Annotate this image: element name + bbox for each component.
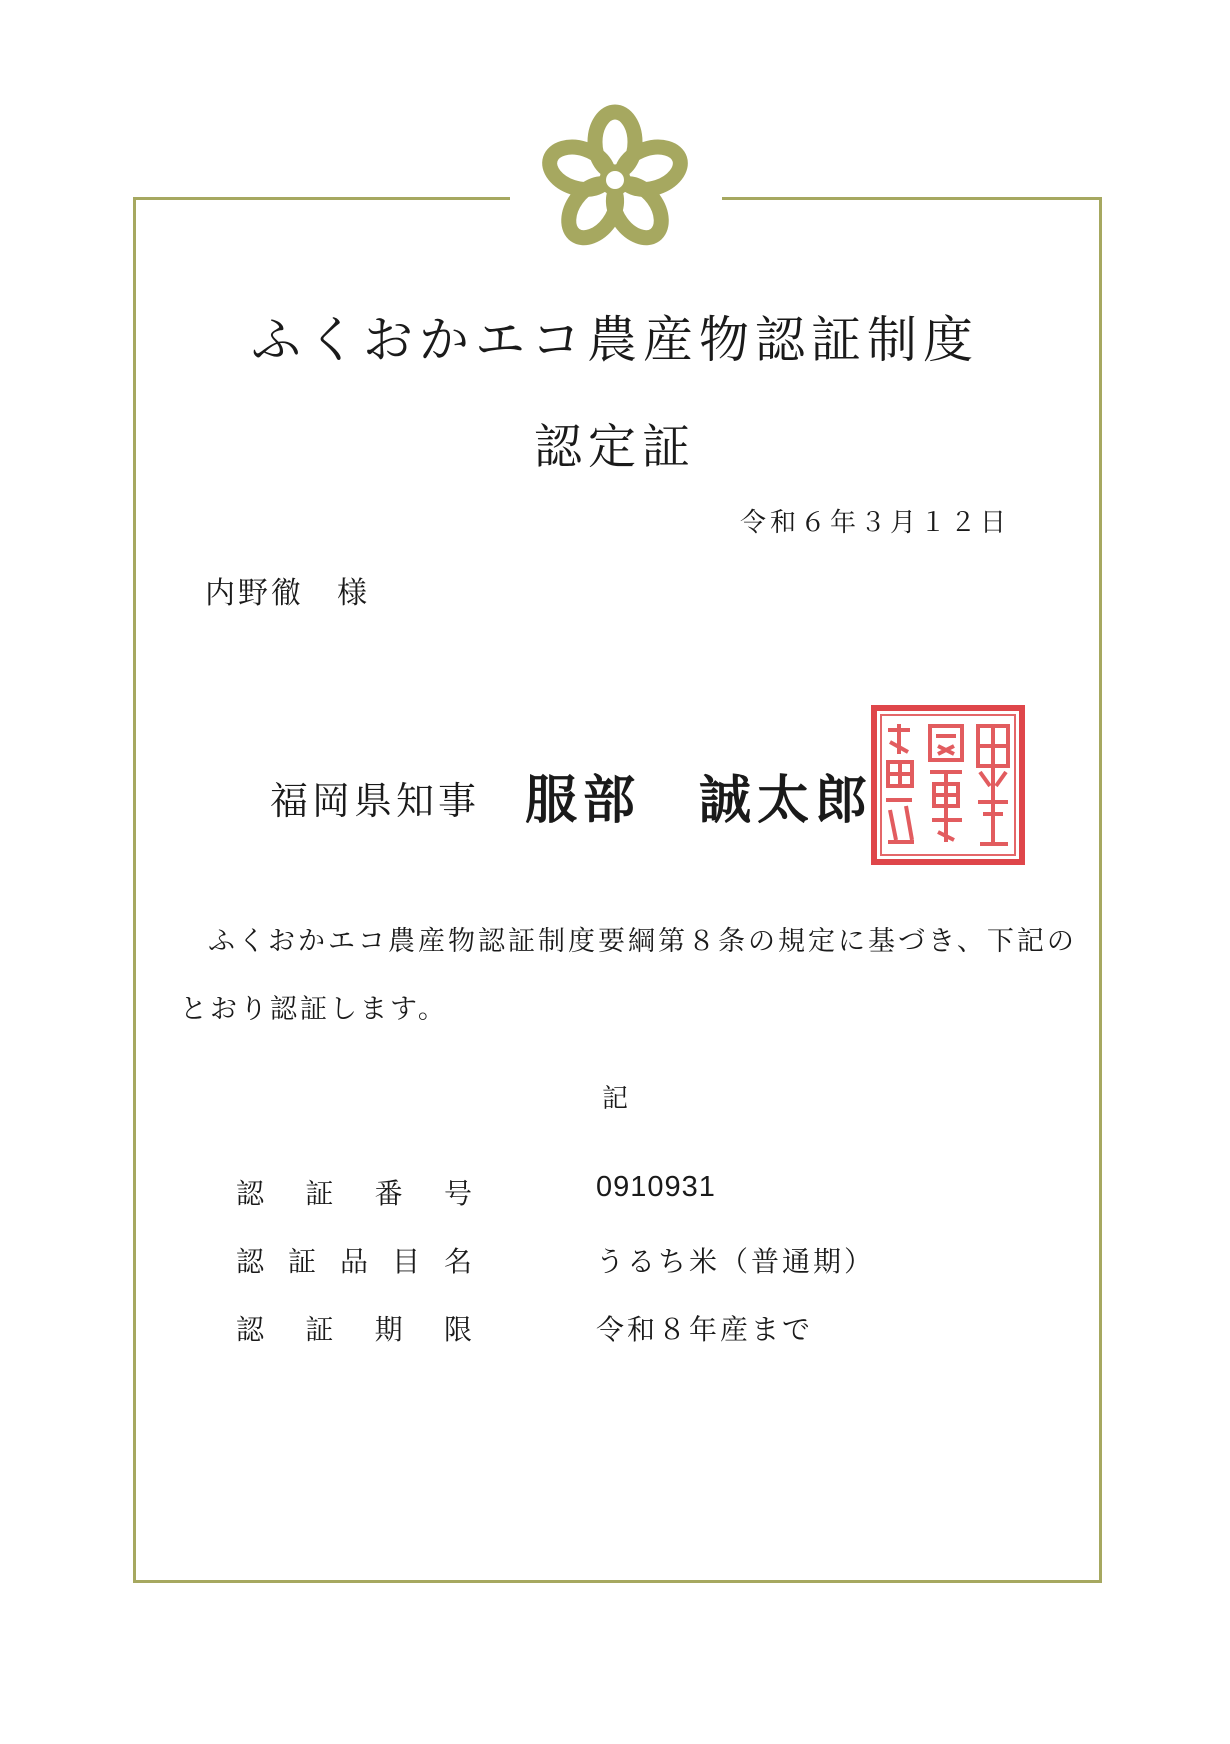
cert-expiry-label: 認 証 期 限	[236, 1313, 472, 1346]
issuer-signature: 服部 誠太郎	[525, 770, 874, 831]
issuer-title: 福岡県知事	[270, 779, 481, 823]
frame-right	[1099, 197, 1102, 1583]
frame-left	[133, 197, 136, 1583]
statement-line-2: とおり認証します。	[180, 994, 448, 1025]
cert-item-value: うるち米（普通期）	[596, 1245, 876, 1278]
frame-top-right	[722, 197, 1102, 200]
frame-top-left	[133, 197, 510, 200]
frame-bottom	[133, 1580, 1102, 1583]
fukuoka-plum-emblem-icon	[535, 100, 695, 260]
governor-seal-stamp	[868, 702, 1028, 868]
cert-number-label: 認 証 番 号	[236, 1177, 472, 1210]
statement-line-1: ふくおかエコ農産物認証制度要綱第８条の規定に基づき、下記の	[208, 926, 1077, 957]
recipient-name: 内野徹 様	[205, 576, 370, 611]
certificate-subtitle: 認定証	[533, 419, 696, 475]
cert-expiry-value: 令和８年産まで	[596, 1313, 814, 1346]
cert-number-value: 0910931	[596, 1171, 716, 1203]
certificate-title: ふくおかエコ農産物認証制度	[251, 311, 979, 369]
cert-item-label: 認 証 品 目 名	[236, 1245, 472, 1278]
certification-statement	[180, 908, 1080, 1044]
issue-date: 令和６年３月１２日	[740, 508, 1011, 538]
record-heading: 記	[601, 1084, 628, 1114]
